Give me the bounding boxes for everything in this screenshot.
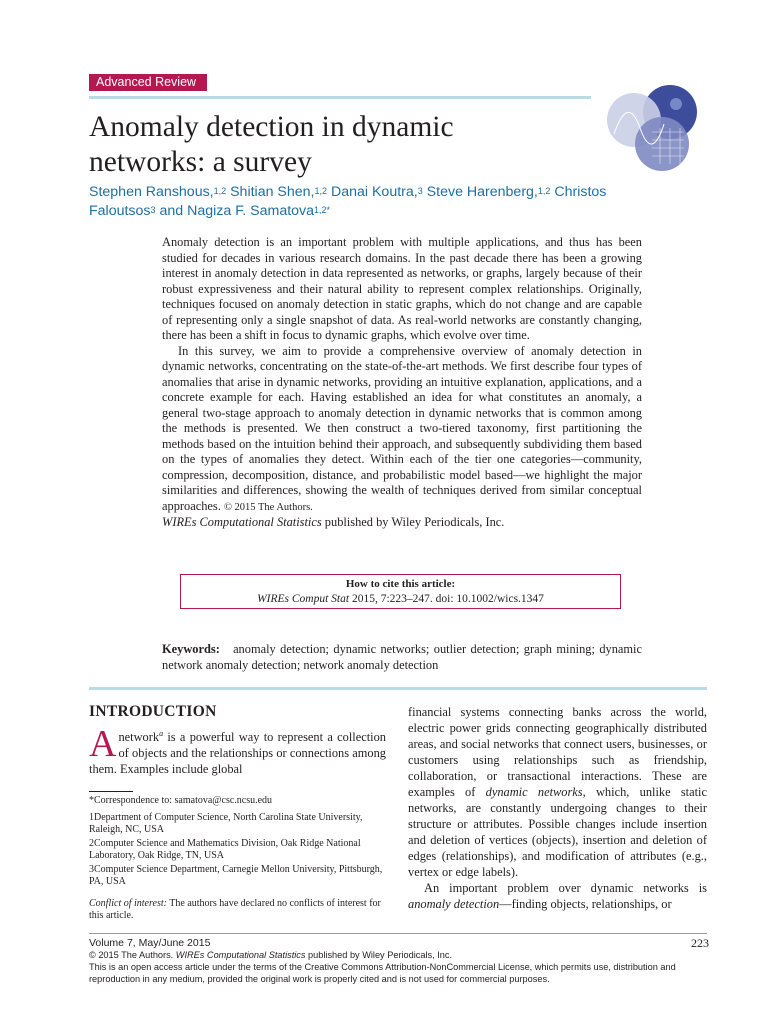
footnote-affiliation-2: 2Computer Science and Mathematics Division, Oak Ridge National Laboratory, Oak Ridge, TN, USA: [89, 838, 361, 861]
author-affiliation: 1,2*: [314, 204, 331, 215]
footer-row: [89, 937, 709, 949]
author-affiliation: 3: [150, 204, 156, 215]
footnote-marker: a: [159, 729, 164, 738]
page-number: 223: [691, 936, 709, 950]
intro-text: , which, unlike static networks, are constantly undergoing changes to their structure or attributes. Possible changes include insertion and deletion of vertices (objects), insertion and deletion of edges (relationships), and modification of attributes (e.g., vertex or edge labels).: [408, 785, 707, 879]
footer-copyright: [89, 949, 709, 961]
logo-circle-bottom: [635, 117, 689, 171]
footnote-affiliation-1: 1Department of Computer Science, North Carolina State University, Raleigh, NC, USA: [89, 812, 363, 835]
article-title: [89, 110, 599, 180]
footer-license: This is an open access article under the terms of the Creative Commons Attribution-NonCommercial License, which permits use, distribution and reproduction in any medium, provided the original work is properly cited and is not used for commercial purposes.: [89, 962, 676, 984]
footnote-affiliation-3: 3Computer Science Department, Carnegie Mellon University, Pittsburgh, PA, USA: [89, 864, 383, 887]
abstract-paragraph-1: Anomaly detection is an important problem with multiple applications, and thus has been studied for decades in various research domains. In the past decade there has been a growing interest in anomaly detection in data represented as networks, or graphs, largely because of their robust expressiveness and their natural ability to represent complex relationships. Originally, techniques focused on anomaly detection in static graphs, which do not change and are capable of representing only a single snapshot of data. As real-world networks are constantly changing, there has been a shift in focus to dynamic graphs, which evolve over time.: [162, 235, 642, 342]
section-rule: [89, 687, 707, 690]
author-affiliation: 1,2: [537, 186, 551, 196]
abstract-paragraph-2-text: In this survey, we aim to provide a comprehensive overview of anomaly detection in dynamic networks, concentrating on the state-of-the-art methods. We first describe four types of anomalies that arise in dynamic networks, providing an intuitive explanation, applications, and a concrete example for each. Having established an idea for what constitutes an anomaly, a general two-stage approach to anomaly detection in dynamic networks that is common among the methods is presented. We then construct a two-tiered taxonomy, first partitioning the methods based on the intuition behind their approach, and subsequently subdividing them based on the types of anomalies they detect. Within each of the tier one categories—community, compression, decomposition, distance, and probabilistic model based—we highlight the major similarities and differences, showing the wealth of techniques derived from similar conceptual approaches.: [162, 343, 642, 513]
intro-text-left: is a powerful way to represent a collection of objects and the relationships or connections among them. Examples include global: [89, 730, 386, 777]
abstract-paragraph-2: [162, 344, 642, 531]
abstract-journal: WIREs Computational Statistics: [162, 515, 322, 529]
abstract-publisher: published by Wiley Periodicals, Inc.: [321, 515, 505, 529]
author-name: Stephen Ranshous,: [89, 184, 214, 200]
intro-paragraph-1: [408, 704, 707, 880]
citation-box: [180, 574, 621, 609]
title-line-2: networks: a survey: [89, 146, 312, 178]
keywords-text: anomaly detection; dynamic networks; outlier detection; graph mining; dynamic network anomaly detection; network anomaly detection: [162, 642, 643, 672]
footnote-conflict-of-interest: [89, 898, 389, 922]
conflict-label: Conflict of interest:: [89, 898, 167, 909]
footnote-rule: [89, 791, 133, 792]
section-heading: INTRODUCTION: [89, 703, 217, 720]
intro-emphasis: anomaly detection: [408, 897, 500, 911]
citation-text: [181, 592, 620, 607]
citation-heading: How to cite this article:: [345, 578, 456, 590]
footer-journal: WIREs Computational Statistics: [175, 950, 306, 960]
title-line-1: Anomaly detection in dynamic: [89, 111, 454, 143]
intro-paragraph-2: [408, 880, 707, 912]
header-rule: [89, 96, 591, 99]
footer-copyright-pre: © 2015 The Authors.: [89, 950, 176, 960]
footer-rule: [89, 933, 707, 934]
article-type-badge: Advanced Review: [89, 74, 207, 91]
intro-first-word: network: [118, 730, 160, 745]
citation-journal: WIREs Comput Stat: [257, 592, 350, 605]
keywords-label: Keywords:: [162, 642, 220, 656]
author-affiliation: 3: [417, 186, 423, 196]
intro-emphasis: dynamic networks: [485, 785, 583, 799]
author-affiliation: 1,2: [314, 186, 328, 196]
author-affiliation: 1,2: [213, 186, 227, 196]
author-name: Danai Koutra,: [327, 184, 418, 200]
author-name: Christos Faloutsos: [89, 184, 607, 219]
drop-cap: A: [89, 723, 117, 765]
intro-text: An important problem over dynamic networks is: [424, 881, 707, 895]
page-footer: [89, 937, 709, 985]
author-name: Steve Harenberg,: [422, 184, 538, 200]
footer-volume: Volume 7, May/June 2015: [89, 937, 211, 949]
abstract: [162, 235, 642, 531]
journal-logo: [604, 84, 704, 174]
keywords: [162, 642, 642, 673]
intro-column-left: [89, 723, 386, 777]
conflict-text: The authors have declared no conflicts of interest for this article.: [89, 898, 381, 921]
citation-details: 2015, 7:223–247. doi: 10.1002/wics.1347: [349, 592, 544, 605]
author-name: and Nagiza F. Samatova: [155, 202, 315, 219]
intro-text: —finding objects, relationships, or: [499, 897, 672, 911]
footnote-correspondence: *Correspondence to: samatova@csc.ncsu.edu: [89, 795, 273, 806]
intro-text: financial systems connecting banks across the world, electric power grids connecting geographically distributed areas, and social networks that connect users, businesses, or customers using relationships such as friendship, collaboration, or transactional interactions. These are examples of: [408, 705, 707, 799]
author-name: Shitian Shen,: [226, 184, 315, 200]
footer-copyright-post: published by Wiley Periodicals, Inc.: [305, 950, 453, 960]
intro-column-right: [408, 704, 707, 912]
author-list: [89, 183, 609, 220]
abstract-copyright: © 2015 The Authors.: [223, 501, 313, 513]
